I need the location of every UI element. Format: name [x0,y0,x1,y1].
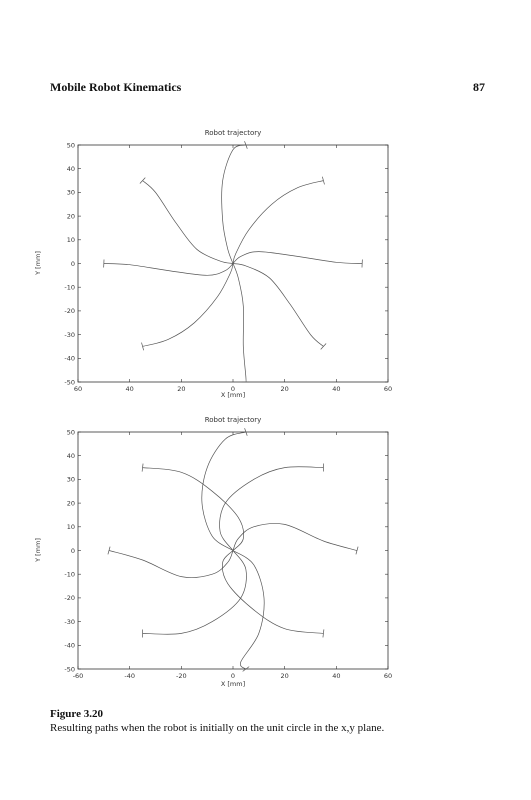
trajectory-path [222,145,246,264]
trajectory-plot-1-svg [30,125,400,400]
trajectory-path [143,181,233,264]
page-number: 87 [473,80,485,94]
trajectory-path [222,551,323,634]
trajectory-plot-1 [30,125,400,400]
x-tick-label: 20 [177,385,186,393]
x-tick-label: 20 [280,672,289,680]
x-tick-label: 60 [383,672,393,680]
y-tick-label: 20 [66,499,75,508]
x-tick-label: -20 [176,672,187,680]
y-tick-label: 10 [66,236,75,245]
plot-title: Robot trajectory [204,416,262,424]
y-tick-label: -50 [64,665,75,674]
trajectory-path [233,252,362,264]
x-tick-label: 60 [383,385,393,393]
y-tick-label: -40 [64,354,75,363]
y-axis-label: Y [mm] [34,538,42,562]
x-tick-label: 40 [332,672,341,680]
y-axis-label: Y [mm] [34,251,42,275]
trajectory-path [233,181,323,264]
trajectory-plot-2-svg [30,412,400,687]
x-tick-label: -40 [124,672,135,680]
y-tick-label: 40 [66,165,75,173]
y-tick-label: -20 [64,307,75,316]
x-axis-label: X [mm] [220,391,246,399]
x-tick-label: 40 [332,385,341,393]
x-tick-label: 60 [73,385,83,393]
x-tick-label: 0 [230,672,236,680]
start-marker [323,629,324,637]
axes-group [64,141,392,393]
y-tick-label: 0 [70,259,75,268]
trajectory-path [143,468,244,551]
trajectory-path [233,264,246,383]
plot-title: Robot trajectory [204,129,262,137]
y-tick-label: -30 [64,617,75,626]
x-axis-label: X [mm] [220,680,246,687]
y-tick-label: -30 [64,330,75,339]
figure-caption [50,708,490,734]
trajectory-path [143,551,247,635]
paths-group [108,428,358,671]
y-tick-label: -10 [64,283,75,292]
y-tick-label: -40 [64,641,75,650]
trajectory-path [202,432,246,551]
start-marker [321,344,326,350]
x-tick-label: -60 [72,672,84,680]
y-tick-label: -10 [64,570,75,579]
y-tick-label: 50 [66,141,75,150]
y-tick-label: -50 [64,378,75,387]
y-tick-label: 20 [66,212,75,221]
y-tick-label: 50 [66,428,75,437]
trajectory-path [220,467,324,551]
start-marker [142,464,143,472]
figure-caption-text: Resulting paths when the robot is initially on the unit circle in the x,y plane. [50,722,385,734]
trajectory-path [104,264,233,276]
y-tick-label: 30 [66,475,75,484]
page-header [50,80,485,96]
x-tick-label: 40 [125,385,134,393]
y-tick-label: -20 [64,594,75,603]
trajectory-path [143,264,233,347]
trajectory-path [109,551,233,578]
figure-label: Figure 3.20 [50,708,103,720]
x-tick-label: 20 [280,385,289,393]
y-tick-label: 0 [70,546,75,555]
y-tick-label: 30 [66,188,75,197]
trajectory-path [233,264,323,347]
trajectory-plot-2 [30,412,400,687]
y-tick-label: 10 [66,523,75,532]
paths-group [104,141,363,382]
start-marker [140,178,145,184]
trajectory-path [233,523,357,550]
y-tick-label: 40 [66,452,75,460]
section-title: Mobile Robot Kinematics [50,80,182,94]
trajectory-path [233,551,264,670]
x-tick-label: 0 [230,385,236,393]
